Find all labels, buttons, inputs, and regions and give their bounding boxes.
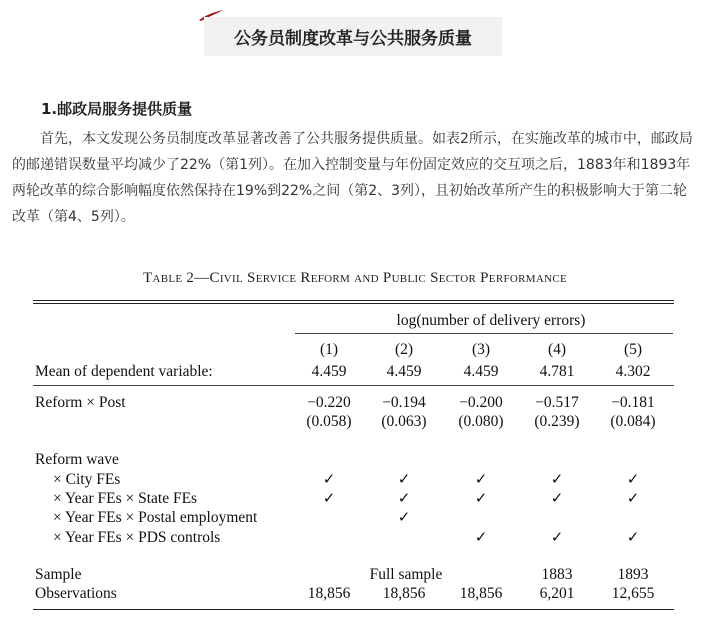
- coef-2: −0.194: [382, 394, 426, 411]
- check-mark: ✓: [626, 491, 640, 507]
- col-header-1: (1): [319, 341, 339, 358]
- obs-3: 18,856: [459, 585, 503, 602]
- wave-label: Reform wave: [35, 451, 119, 468]
- header-underline: [295, 333, 673, 334]
- dep-var-header: log(number of delivery errors): [396, 312, 586, 329]
- sample-1883: 1883: [541, 566, 573, 583]
- mean-label: Mean of dependent variable:: [35, 363, 213, 380]
- check-mark: ✓: [550, 530, 564, 546]
- col-header-2: (2): [394, 341, 414, 358]
- mean-value-5: 4.302: [615, 363, 651, 380]
- body-paragraph: [12, 126, 696, 230]
- header-title: 公务员制度改革与公共服务质量: [234, 29, 472, 49]
- col-header-5: (5): [623, 341, 643, 358]
- sample-full: Full sample: [369, 566, 443, 583]
- mean-value-1: 4.459: [311, 363, 347, 380]
- se-2: (0.063): [381, 413, 427, 430]
- control-label-3: × Year FEs × Postal employment: [53, 509, 258, 526]
- check-mark: ✓: [397, 472, 411, 488]
- check-mark: ✓: [397, 510, 411, 526]
- check-mark: ✓: [550, 472, 564, 488]
- col-header-4: (4): [547, 341, 567, 358]
- check-mark: ✓: [626, 472, 640, 488]
- se-1: (0.058): [306, 413, 352, 430]
- coef-1: −0.220: [307, 394, 351, 411]
- table-top-rule-2: [33, 303, 674, 304]
- check-mark: ✓: [474, 472, 488, 488]
- paragraph-text: 首先，本文发现公务员制度改革显著改善了公共服务提供质量。如表2所示，在实施改革的城市中，邮政局的邮递错误数量平均减少了22%（第1列）。在加入控制变量与年份固定效应的交互项之后，1883年和1893年两轮改革的综合影响幅度依然保持在19%到22%之间（第2、3列），且初始改革所产生的积极影响大于第二轮改革（第4、5列）。: [12, 131, 693, 225]
- se-5: (0.084): [610, 413, 656, 430]
- check-mark: ✓: [474, 491, 488, 507]
- check-mark: ✓: [474, 530, 488, 546]
- check-mark: ✓: [626, 530, 640, 546]
- control-label-2: × Year FEs × State FEs: [53, 490, 198, 507]
- obs-4: 6,201: [539, 585, 575, 602]
- check-mark: ✓: [397, 491, 411, 507]
- obs-1: 18,856: [307, 585, 351, 602]
- table-top-rule: [33, 300, 674, 301]
- control-label-4: × Year FEs × PDS controls: [53, 529, 221, 546]
- coef-4: −0.517: [535, 394, 579, 411]
- se-3: (0.080): [458, 413, 504, 430]
- se-4: (0.239): [534, 413, 580, 430]
- section-title: 1.邮政局服务提供质量: [41, 100, 193, 118]
- coef-3: −0.200: [459, 394, 503, 411]
- sample-1893: 1893: [617, 566, 649, 583]
- coef-label: Reform × Post: [35, 394, 126, 411]
- mean-value-4: 4.781: [539, 363, 575, 380]
- table-bottom-rule: [33, 609, 674, 610]
- coef-5: −0.181: [611, 394, 655, 411]
- check-mark: ✓: [550, 491, 564, 507]
- col-header-3: (3): [471, 341, 491, 358]
- table-title: Table 2—Civil Service Reform and Public Sector Performance: [142, 270, 567, 286]
- sample-label: Sample: [35, 566, 82, 583]
- check-mark: ✓: [322, 472, 336, 488]
- control-label-1: × City FEs: [53, 471, 121, 488]
- check-mark: ✓: [322, 491, 336, 507]
- obs-5: 12,655: [611, 585, 655, 602]
- obs-2: 18,856: [382, 585, 426, 602]
- article-header: [204, 17, 502, 56]
- mean-value-2: 4.459: [386, 363, 422, 380]
- mean-value-3: 4.459: [463, 363, 499, 380]
- mid-rule: [33, 385, 674, 386]
- obs-label: Observations: [35, 585, 117, 602]
